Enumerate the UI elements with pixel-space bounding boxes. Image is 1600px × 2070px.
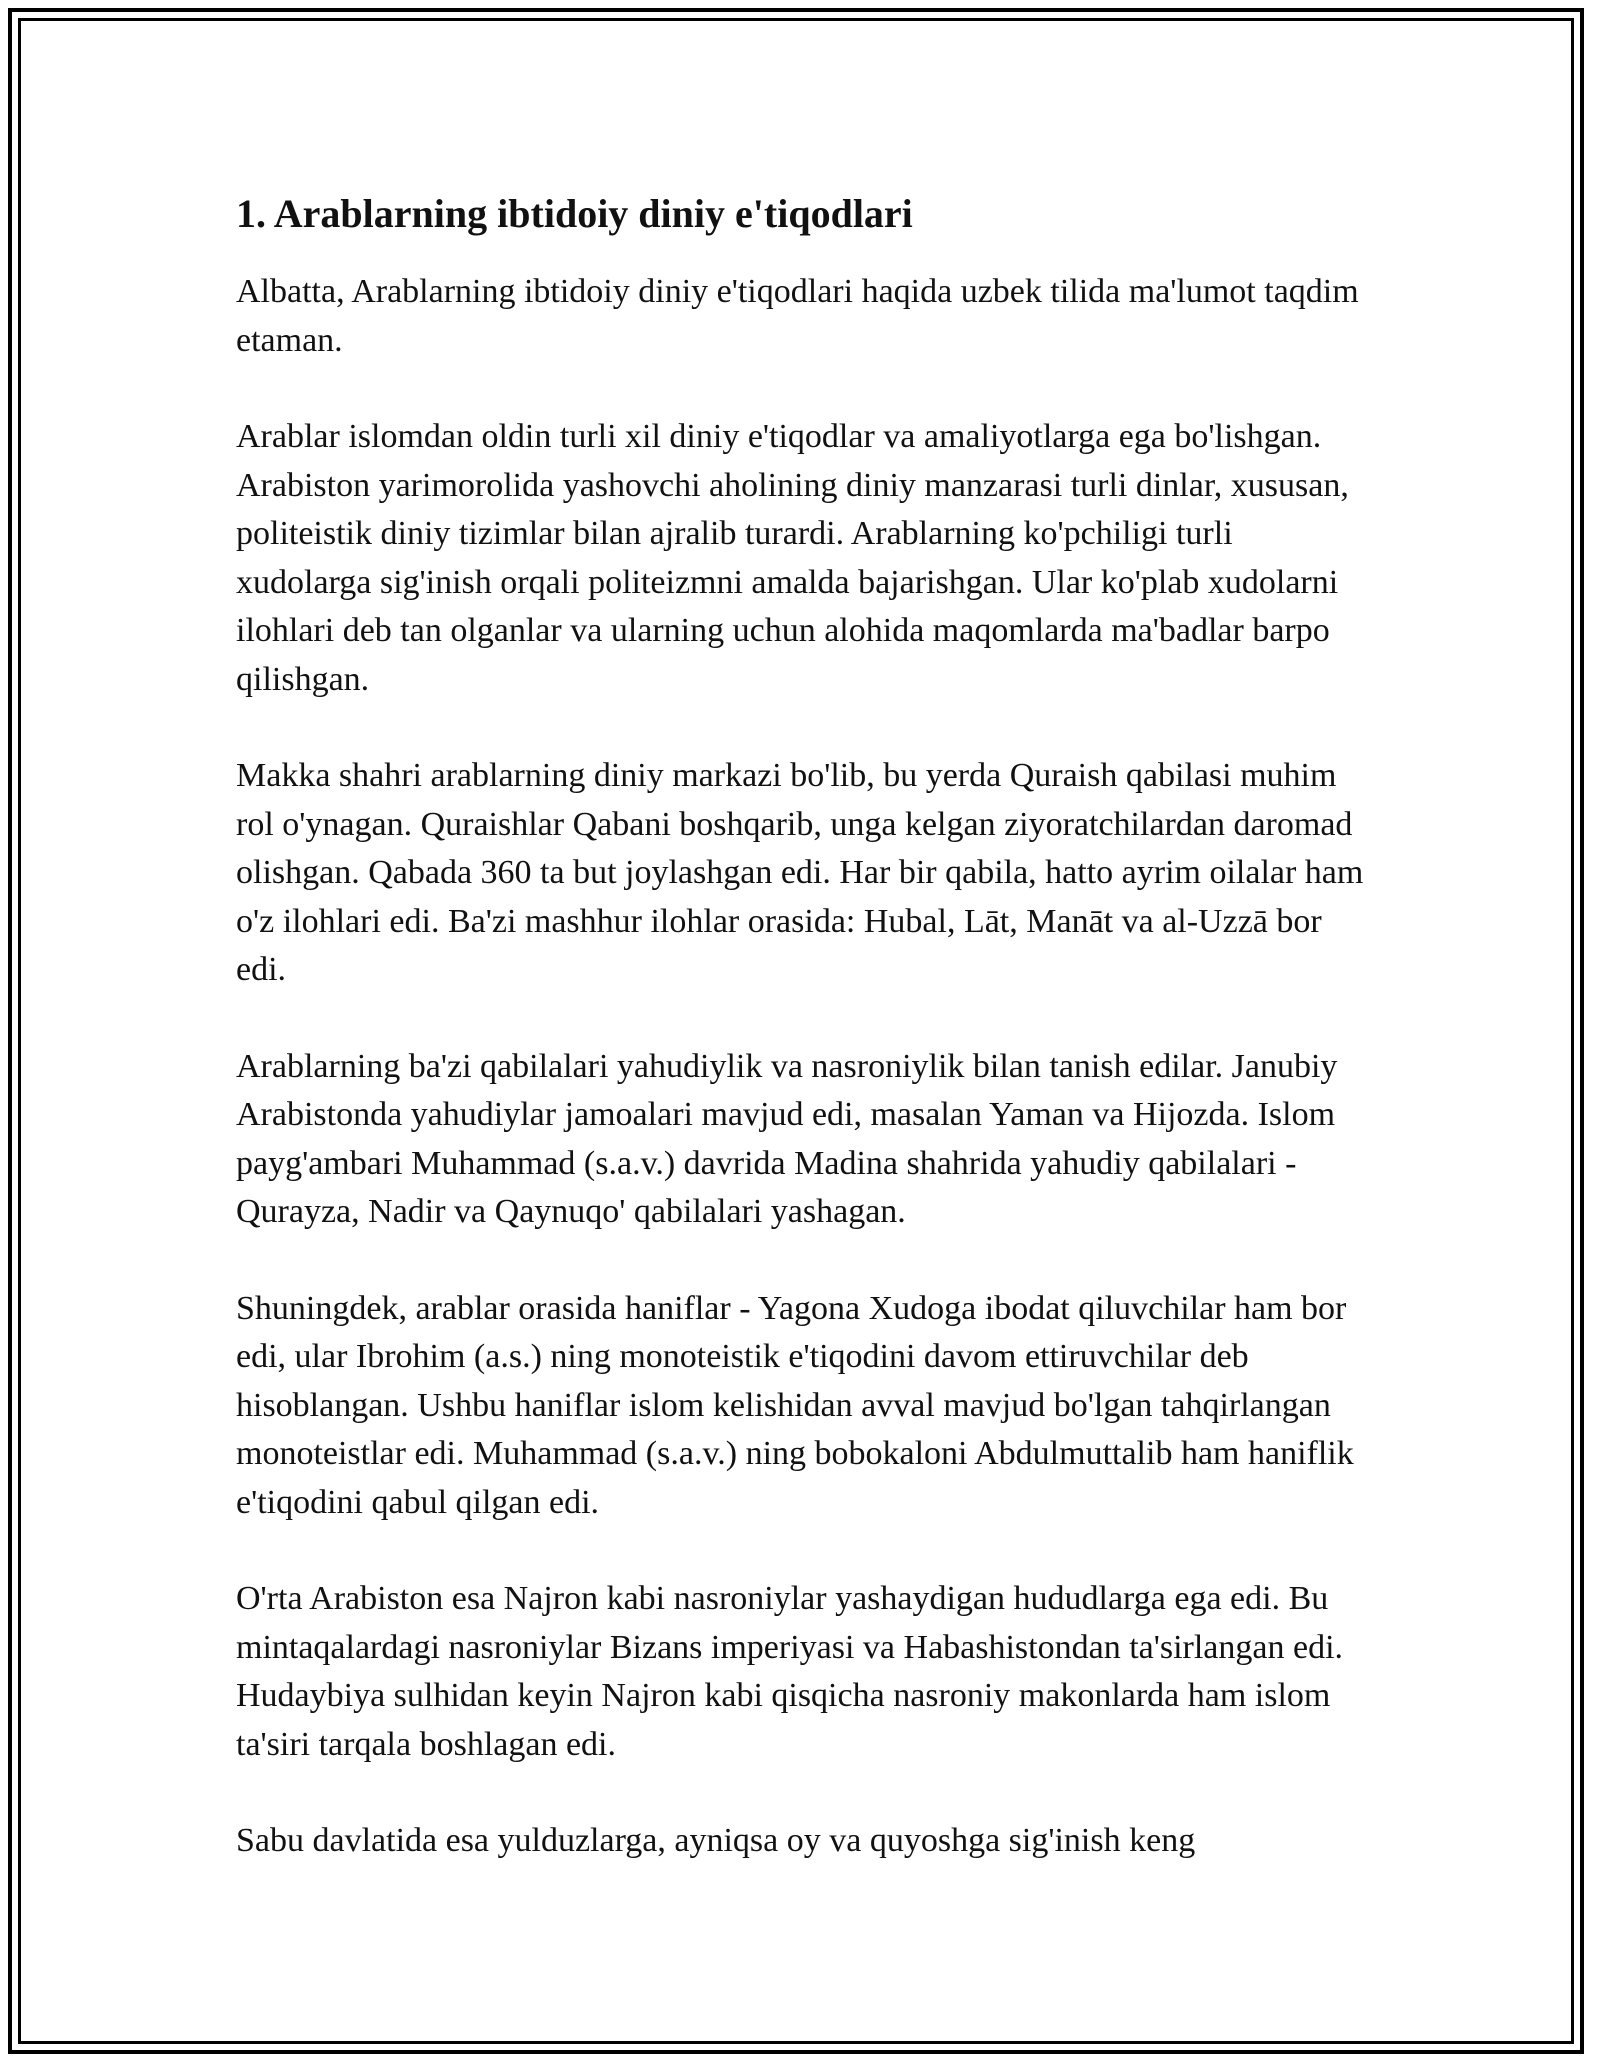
paragraph-judaism-christianity: Arablarning ba'zi qabilalari yahudiylik va nasroniylik bilan tanish edilar. Janubiy Arabistonda yahudiylar jamoalari mavjud edi, masalan Yaman va Hijozda. Islom payg'ambari Muhammad (s.a.v.) davrida Madina shahrida yahudiy qabilalari - Qurayza, Nadir va Qaynuqo' qabilalari yashagan. xyxy=(236,1047,1338,1230)
document-body xyxy=(236,188,1376,1914)
paragraph-intro: Albatta, Arablarning ibtidoiy diniy e'tiqodlari haqida uzbek tilida ma'lumot taqdim etaman. xyxy=(236,273,1359,359)
paragraph-central-arabia: O'rta Arabiston esa Najron kabi nasroniylar yashaydigan hududlarga ega edi. Bu mintaqalardagi nasroniylar Bizans imperiyasi va Habashistondan ta'sirlangan edi. Hudaybiya sulhidan keyin Najron kabi qisqicha nasroniy makonlarda ham islom ta'siri tarqala boshlagan edi. xyxy=(236,1580,1344,1763)
paragraph-hanifs: Shuningdek, arablar orasida haniflar - Yagona Xudoga ibodat qiluvchilar ham bor edi, ular Ibrohim (a.s.) ning monoteistik e'tiqodini davom ettiruvchilar deb hisoblangan. Ushbu haniflar islom kelishidan avval mavjud bo'lgan tahqirlangan monoteistlar edi. Muhammad (s.a.v.) ning bobokaloni Abdulmuttalib ham haniflik e'tiqodini qabul qilgan edi. xyxy=(236,1289,1354,1521)
paragraph-saba: Sabu davlatida esa yulduzlarga, ayniqsa oy va quyoshga sig'inish keng xyxy=(236,1822,1196,1859)
document-heading: 1. Arablarning ibtidoiy diniy e'tiqodlari xyxy=(236,191,913,236)
paragraph-makka: Makka shahri arablarning diniy markazi bo'lib, bu yerda Quraish qabilasi muhim rol o'ynagan. Quraishlar Qabani boshqarib, unga kelgan ziyoratchilardan daromad olishgan. Qabada 360 ta but joylashgan edi. Har bir qabila, hatto ayrim oilalar ham o'z ilohlari edi. Ba'zi mashhur ilohlar orasida: Hubal, Lāt, Manāt va al-Uzzā bor edi. xyxy=(236,757,1364,988)
paragraph-polytheism: Arablar islomdan oldin turli xil diniy e'tiqodlar va amaliyotlarga ega bo'lishgan. Arabiston yarimorolida yashovchi aholining diniy manzarasi turli dinlar, xususan, politeistik diniy tizimlar bilan ajralib turardi. Arablarning ko'pchiligi turli xudolarga sig'inish orqali politeizmni amalda bajarishgan. Ular ko'plab xudolarni ilohlari deb tan olganlar va ularning uchun alohida maqomlarda ma'badlar barpo qilishgan. xyxy=(236,418,1349,698)
